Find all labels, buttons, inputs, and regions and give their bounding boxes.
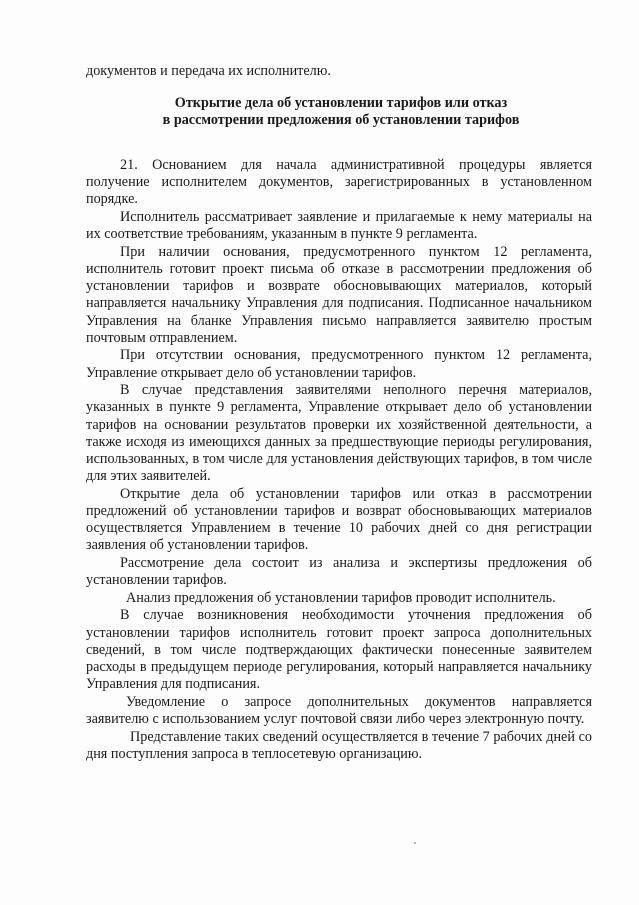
section-heading-line-2: в рассмотрении предложения об установлении тарифов (162, 112, 520, 129)
paragraph-submission: Представление таких сведений осуществляется в течение 7 рабочих дней со дня поступления запроса в теплосетевую организацию. (86, 728, 592, 762)
paragraph-term: Открытие дела об установлении тарифов или отказ в рассмотрении предложений об установлении тарифов и возврат обосновывающих материалов осуществляется Управлением в течение 10 рабочих дней со дня регистрации заявления об установлении тарифов. (86, 485, 592, 554)
section-heading (86, 95, 596, 129)
paragraph-review: Исполнитель рассматривает заявление и прилагаемые к нему материалы на их соответствие требованиям, указанным в пункте 9 регламента. (86, 209, 592, 243)
paragraph-incomplete: В случае представления заявителями неполного перечня материалов, указанных в пункте 9 регламента, Управление открывает дело об установлении тарифов на основании результатов проверки их хозяйственной деятельности, а также исходя из имеющихся данных за предшествующие периоды регулирования, использованных, в том числе для установления действующих тарифов, в том числе для этих заявителей. (86, 382, 592, 485)
paragraph-analysis: Анализ предложения об установлении тарифов проводит исполнитель. (126, 589, 556, 606)
scan-speck (414, 842, 416, 844)
paragraph-clarification: В случае возникновения необходимости уточнения предложения об установлении тарифов исполнитель готовит проект запроса дополнительных сведений, в том числе подтверждающих фактически понесенные заявителем расходы в предыдущем периоде регулирования, который направляется начальнику Управления для подписания. (86, 607, 592, 693)
paragraph-21: 21. Основанием для начала административной процедуры является получение исполнителем документов, зарегистрированных в установленном порядке. (86, 157, 592, 208)
document-body (86, 157, 592, 763)
paragraph-notification: Уведомление о запросе дополнительных документов направляется заявителю с использованием услуг почтовой связи либо через электронную почту. (86, 693, 592, 728)
paragraph-opening: При отсутствии основания, предусмотренного пунктом 12 регламента, Управление открывает дело об установлении тарифов. (86, 347, 592, 381)
paragraph-consideration: Рассмотрение дела состоит из анализа и экспертизы предложения об установлении тарифов. (86, 555, 592, 589)
section-heading-line-1: Открытие дела об установлении тарифов или отказ (174, 95, 508, 111)
continuation-line: документов и передача их исполнителю. (86, 63, 331, 79)
paragraph-refusal: При наличии основания, предусмотренного пунктом 12 регламента, исполнитель готовит проект письма об отказе в рассмотрении предложения об установлении тарифов и возврате обосновывающих материалов, который направляется начальнику Управления для подписания. Подписанное начальником Управления на бланке Управления письмо направляется заявителю простым почтовым отправлением. (86, 243, 592, 346)
